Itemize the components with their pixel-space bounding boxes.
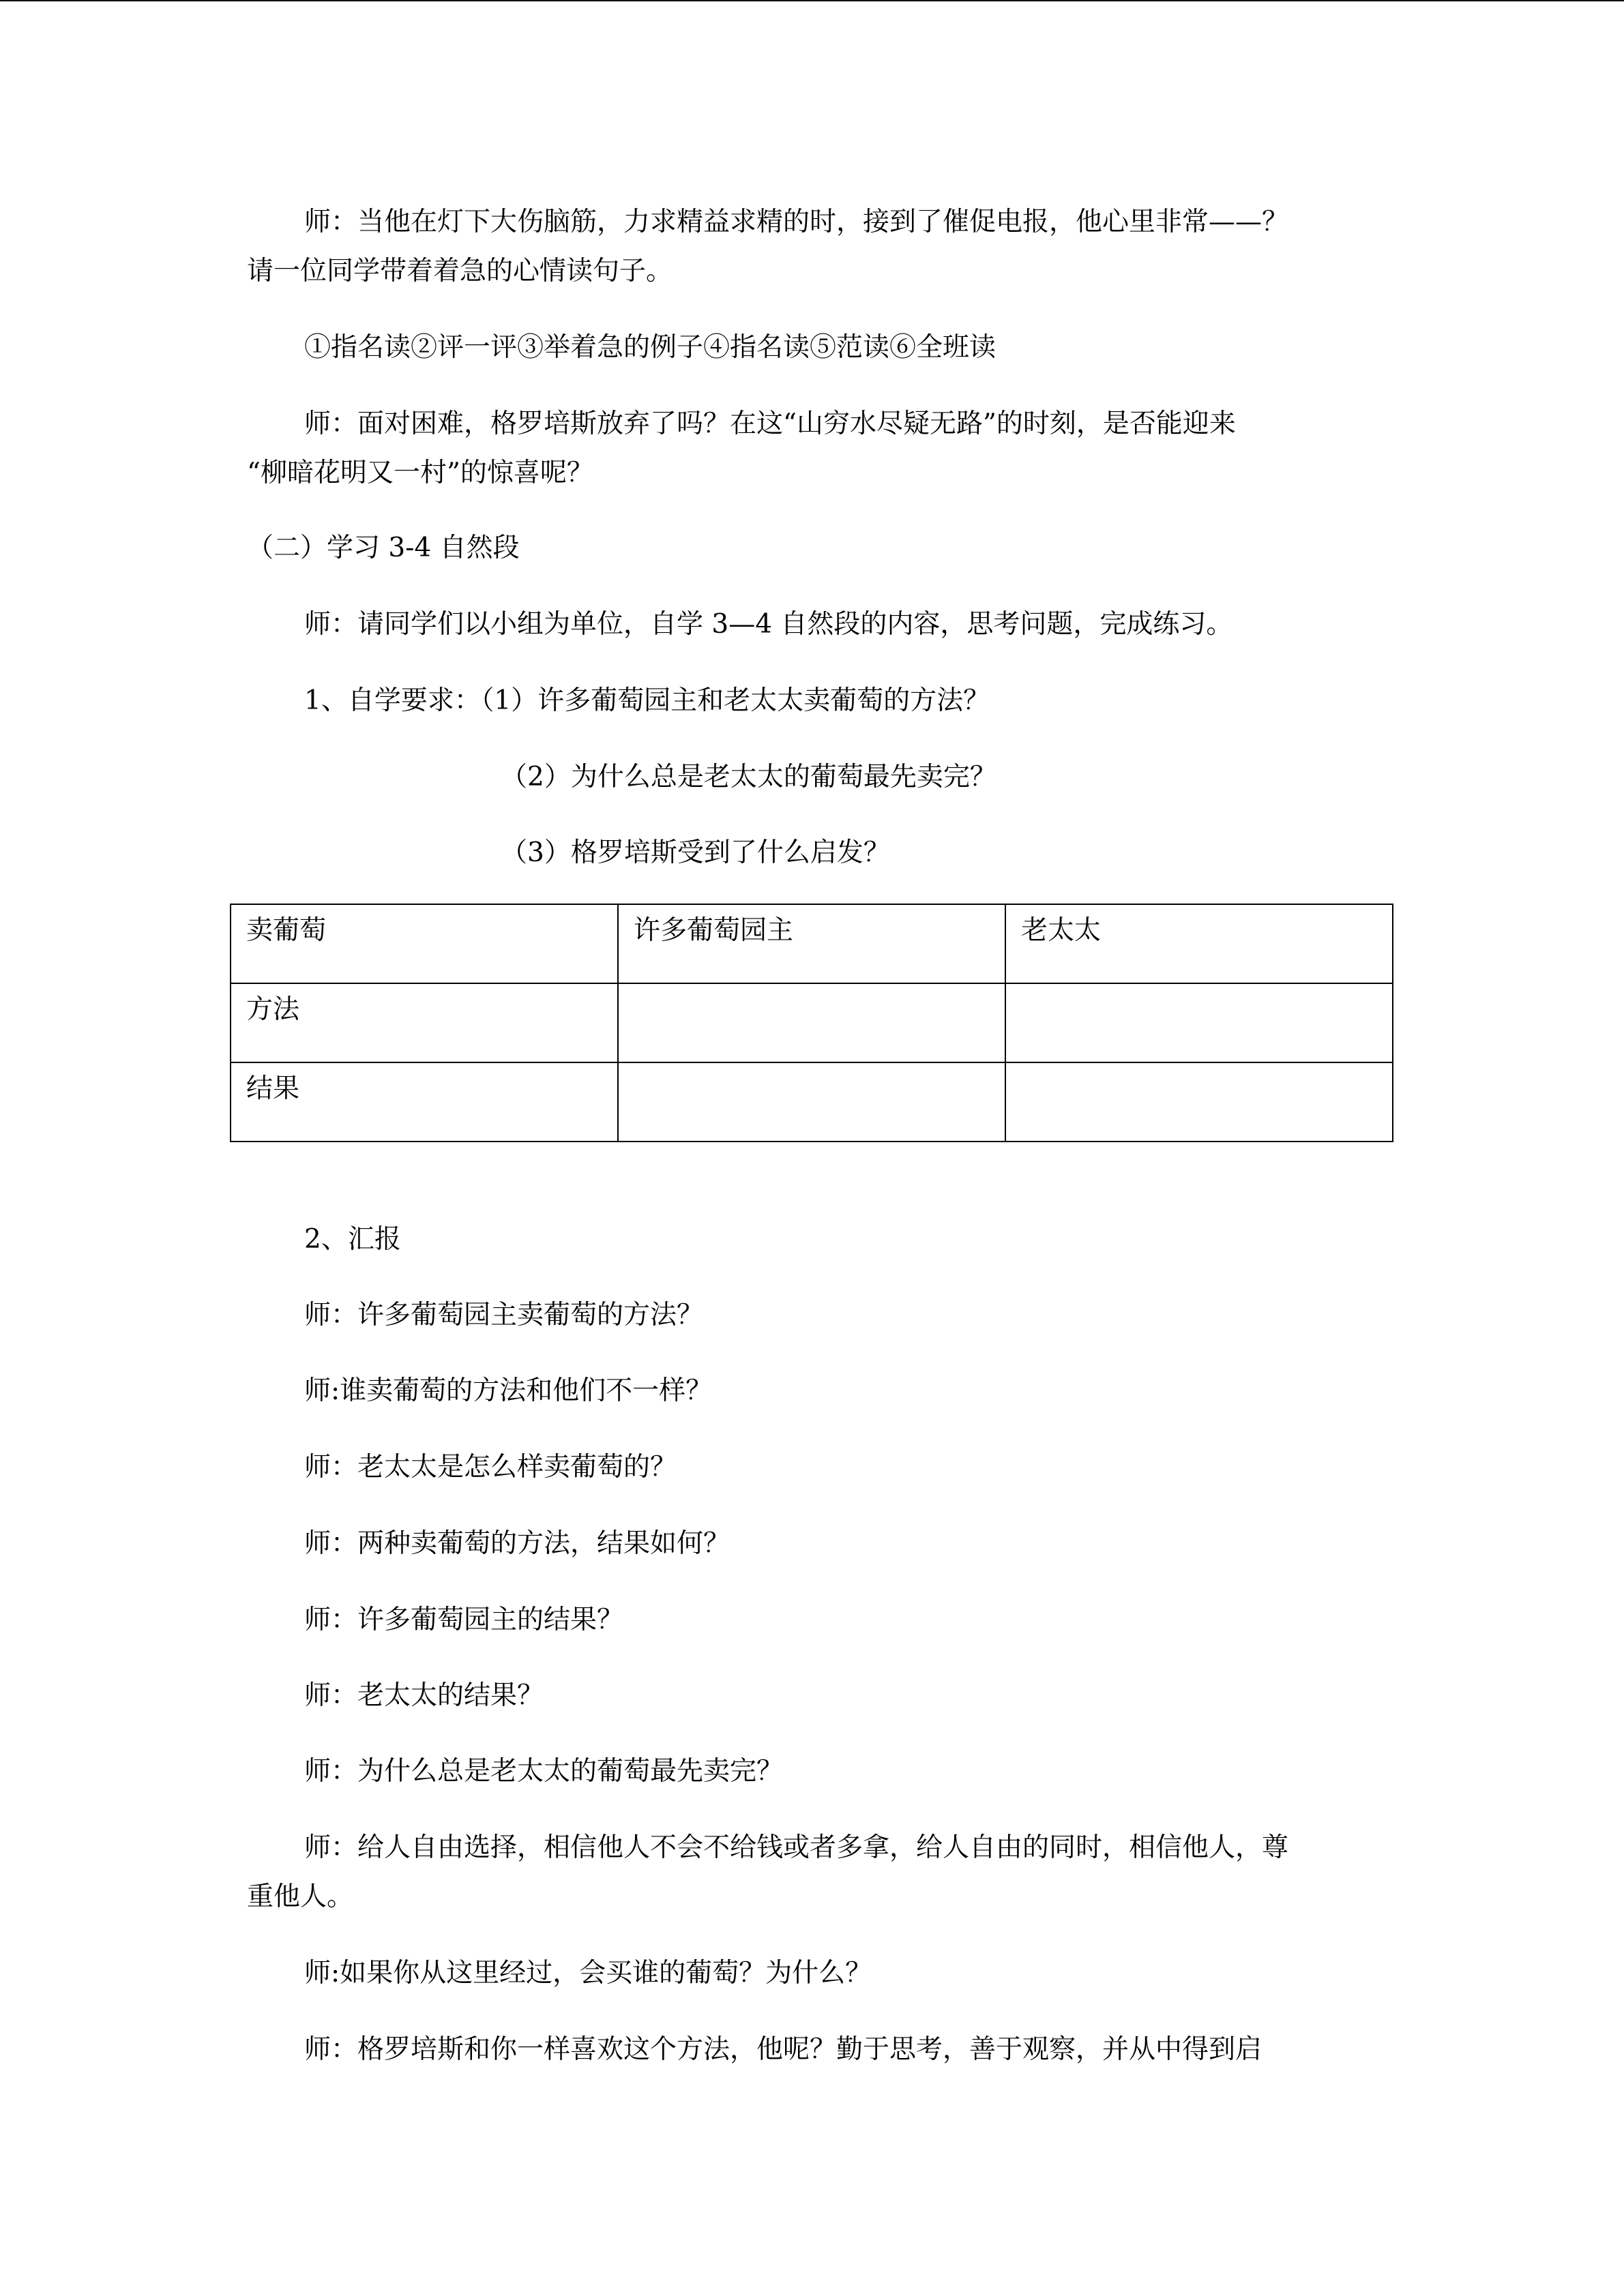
reading-steps: ①指名读②评一评③举着急的例子④指名读⑤范读⑥全班读 (304, 332, 996, 363)
table-header-cell: 卖葡萄 (231, 904, 618, 983)
question-4: 师：两种卖葡萄的方法，结果如何？ (304, 1528, 730, 1559)
self-study-requirement-1: 1、自学要求：（1）许多葡萄园主和老太太卖葡萄的方法？ (304, 685, 990, 716)
table-header-cell: 老太太 (1005, 904, 1393, 983)
table-header-cell: 许多葡萄园主 (618, 904, 1005, 983)
paragraph-8-line-2: 重他人。 (247, 1881, 354, 1912)
report-heading: 2、汇报 (304, 1224, 401, 1255)
paragraph-4: 师：请同学们以小组为单位，自学 3—4 自然段的内容，思考问题，完成练习。 (304, 609, 1233, 640)
paragraph-1-line-1: 师：当他在灯下大伤脑筋，力求精益求精的时，接到了催促电报，他心里非常——？ (304, 207, 1289, 237)
question-9: 师:如果你从这里经过，会买谁的葡萄？为什么？ (304, 1958, 872, 1988)
table-cell (1005, 1062, 1393, 1142)
paragraph-8-line-1: 师：给人自由选择，相信他人不会不给钱或者多拿，给人自由的同时，相信他人，尊 (304, 1832, 1289, 1863)
table-row (231, 983, 1393, 1062)
question-2: 师:谁卖葡萄的方法和他们不一样？ (304, 1375, 713, 1406)
table-header-row (231, 904, 1393, 983)
question-6: 师：老太太的结果？ (304, 1680, 544, 1711)
paragraph-1-line-2: 请一位同学带着着急的心情读句子。 (247, 256, 673, 286)
question-3: 师：老太太是怎么样卖葡萄的？ (304, 1452, 677, 1482)
table-cell (618, 1062, 1005, 1142)
grape-selling-table (230, 904, 1393, 1142)
question-5: 师：许多葡萄园主的结果？ (304, 1605, 624, 1635)
paragraph-3-line-1: 师：面对困难，格罗培斯放弃了吗？在这“山穷水尽疑无路”的时刻，是否能迎来 (304, 408, 1236, 439)
table-cell (1005, 983, 1393, 1062)
self-study-requirement-2: （2）为什么总是老太太的葡萄最先卖完？ (501, 762, 996, 792)
table-row-label: 结果 (231, 1062, 618, 1142)
question-1: 师：许多葡萄园主卖葡萄的方法？ (304, 1300, 704, 1330)
paragraph-3-line-2: “柳暗花明又一村”的惊喜呢？ (247, 458, 593, 488)
table-cell (618, 983, 1005, 1062)
section-heading: （二）学习 3-4 自然段 (247, 533, 520, 563)
question-7: 师：为什么总是老太太的葡萄最先卖完？ (304, 1756, 784, 1787)
self-study-requirement-3: （3）格罗培斯受到了什么启发？ (501, 837, 890, 868)
table-row-label: 方法 (231, 983, 618, 1062)
table-row (231, 1062, 1393, 1142)
paragraph-10: 师：格罗培斯和你一样喜欢这个方法，他呢？勤于思考，善于观察，并从中得到启 (304, 2034, 1263, 2065)
